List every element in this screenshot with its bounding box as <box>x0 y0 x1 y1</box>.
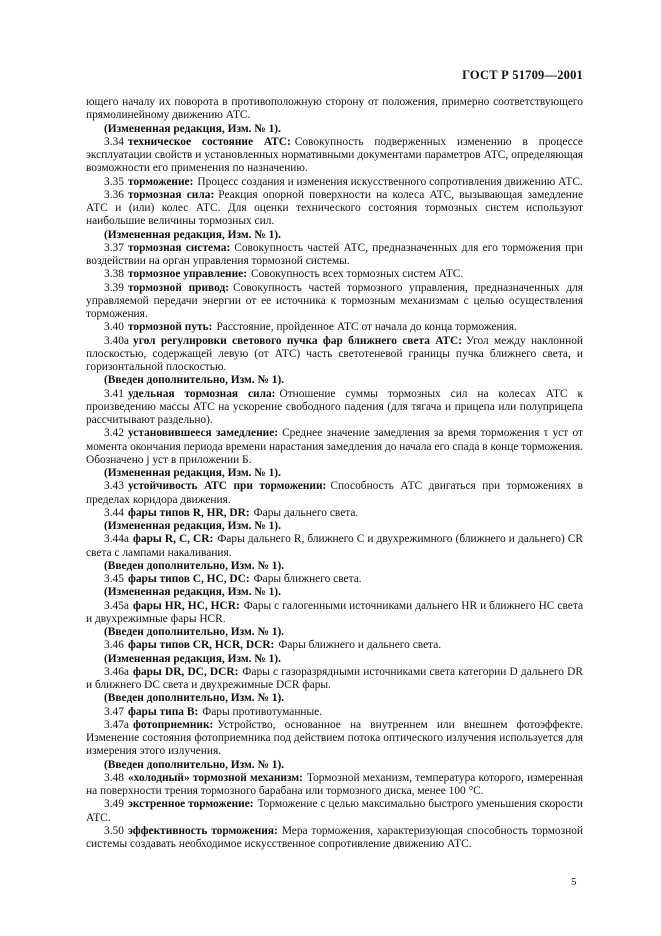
clause-number: 3.49 <box>104 798 124 811</box>
definition-paragraph <box>86 321 583 334</box>
amendment-note <box>86 520 583 533</box>
clause-number: 3.35 <box>104 175 124 188</box>
term: фары типа B: <box>127 705 199 718</box>
term: тормозной привод: <box>127 281 230 294</box>
clause-number: 3.46а <box>104 665 129 678</box>
definition-paragraph <box>86 480 583 507</box>
definition-text: Отношение суммы тормозных сил на колесах АТС к произведению массы АТС на ускорение свободного падения (для тягача и прицепа или полуприцепа рассчитывают раздельно). <box>86 387 583 426</box>
definition-paragraph <box>86 282 583 322</box>
definition-paragraph <box>86 600 583 627</box>
definition-text: Способность АТС двигаться при торможениях в пределах коридора движения. <box>86 480 583 506</box>
clause-number: 3.47 <box>104 705 124 718</box>
term: фары типов CR, HCR, DCR: <box>127 639 275 652</box>
definition-text: Фары дальнего света. <box>253 506 359 519</box>
amendment-note <box>86 653 583 666</box>
amendment-note <box>86 586 583 599</box>
term: «холодный» тормозной механизм: <box>127 771 303 784</box>
definition-paragraph <box>86 507 583 520</box>
note-text: (Измененная редакция, Изм. № 1). <box>104 467 281 479</box>
clause-number: 3.50 <box>104 824 124 837</box>
definition-text: Среднее значение замедления за время торможения τ уст от момента окончания периода времени нарастания замедления до начала его спада в конце торможения. Обозначено j уст в приложении Б. <box>86 427 583 466</box>
note-text: (Введен дополнительно, Изм. № 1). <box>104 692 285 705</box>
definition-paragraph <box>86 573 583 586</box>
term: фары R, C, CR: <box>133 533 214 546</box>
amendment-note <box>86 759 583 772</box>
definition-paragraph <box>86 388 583 428</box>
clause-number: 3.45 <box>104 573 124 585</box>
clause-number: 3.40а <box>104 334 129 347</box>
definition-paragraph <box>86 666 583 693</box>
definition-text: Расстояние, пройденное АТС от начала до конца торможения. <box>216 321 517 334</box>
term: торможение: <box>127 175 194 188</box>
note-text: (Измененная редакция, Изм. № 1). <box>104 122 281 135</box>
definition-paragraph <box>86 176 583 189</box>
clause-number: 3.44а <box>104 533 129 546</box>
term: экстренное торможение: <box>127 798 254 811</box>
amendment-note <box>86 626 583 639</box>
definition-paragraph <box>86 242 583 269</box>
clause-number: 3.44 <box>104 506 124 519</box>
note-text: (Измененная редакция, Изм. № 1). <box>104 228 281 241</box>
amendment-note <box>86 123 583 136</box>
definition-text: Фары с галогенными источниками дальнего HR и ближнего HC света и двухрежимные фары HCR. <box>86 599 583 625</box>
term: фары типов C, HC, DC: <box>127 573 250 585</box>
amendment-note <box>86 467 583 480</box>
definition-paragraph <box>86 427 583 467</box>
term: фары типов R, HR, DR: <box>127 506 250 519</box>
definition-text: Мера торможения, характеризующая способность тормозной системы создавать необходимое искусственное сопротивление движению АТС. <box>86 824 583 850</box>
definition-paragraph <box>86 825 583 852</box>
definition-paragraph <box>86 533 583 560</box>
clause-number: 3.34 <box>104 135 124 148</box>
definition-text: Совокупность всех тормозных систем АТС. <box>251 268 464 281</box>
definition-paragraph <box>86 719 583 759</box>
term: угол регулировки светового пучка фар ближнего света АТС: <box>133 334 463 347</box>
note-text: (Введен дополнительно, Изм. № 1). <box>104 626 285 638</box>
term: техническое состояние АТС: <box>127 135 291 148</box>
document-header: ГОСТ Р 51709—2001 <box>462 68 583 82</box>
clause-number: 3.43 <box>104 480 124 493</box>
clause-number: 3.42 <box>104 427 124 440</box>
definition-paragraph <box>86 798 583 825</box>
definition-text: Угол между наклонной плоскостью, содержащей левую (от АТС) часть светотеневой границы пучка ближнего света, и горизонтальной плоскостью. <box>86 334 583 373</box>
definition-text: Совокупность частей тормозного управления, предназначенных для управляемой передачи энергии от ее источника к тормозным механизмам с целью осуществления торможения. <box>86 281 583 320</box>
definition-text: Тормозной механизм, температура которого, измеренная на поверхности трения тормозного барабана или тормозного диска, менее 100 °С. <box>86 771 584 797</box>
clause-number: 3.48 <box>104 771 124 784</box>
note-text: (Измененная редакция, Изм. № 1). <box>104 520 281 532</box>
definition-text: Реакция опорной поверхности на колеса АТС, вызывающая замедление АТС и (или) колес АТС. Для оценки технического состояния тормозных систем используют наибольшие величины тормозных сил. <box>86 188 584 228</box>
amendment-note <box>86 560 583 573</box>
clause-number: 3.40 <box>104 321 124 334</box>
note-text: (Измененная редакция, Изм. № 1). <box>104 586 281 599</box>
clause-number: 3.39 <box>104 281 124 294</box>
term: тормозная система: <box>127 241 231 254</box>
page-number: 5 <box>571 876 577 888</box>
definition-paragraph <box>86 772 583 799</box>
definition-text: Фары ближнего и дальнего света. <box>278 639 442 652</box>
definition-paragraph <box>86 189 583 229</box>
definition-text: Совокупность частей АТС, предназначенных для его торможения при воздействии на орган управления тормозной системы. <box>86 241 583 267</box>
clause-number: 3.38 <box>104 268 124 281</box>
clause-number: 3.37 <box>104 241 124 254</box>
definition-text: Фары ближнего света. <box>253 573 362 585</box>
amendment-note <box>86 229 583 242</box>
clause-number: 3.45а <box>104 599 129 612</box>
term: фары DR, DC, DCR: <box>133 665 239 678</box>
definition-paragraph <box>86 706 583 719</box>
definition-paragraph <box>86 136 583 176</box>
definition-text: ющего началу их поворота в противоположную сторону от положения, примерно соответствующего прямолинейному движению АТС. <box>86 96 583 122</box>
definition-text: Совокупность подверженных изменению в процессе эксплуатации свойств и установленных нормативными документами параметров АТС, определяющая возможности его применения по назначению. <box>86 135 583 175</box>
term: тормозное управление: <box>127 268 247 281</box>
term: тормозной путь: <box>127 321 213 334</box>
document-body <box>86 96 583 851</box>
amendment-note <box>86 374 583 387</box>
definition-paragraph <box>86 268 583 281</box>
term: установившееся замедление: <box>127 427 279 440</box>
term: тормозная сила: <box>127 188 215 201</box>
term: устойчивость АТС при торможении: <box>127 480 327 493</box>
note-text: (Введен дополнительно, Изм. № 1). <box>104 758 285 771</box>
definition-text: Процесс создания и изменения искусственного сопротивления движению АТС. <box>197 175 583 188</box>
clause-number: 3.41 <box>104 387 124 400</box>
definition-text: Устройство, основанное на внутреннем или внешнем фотоэффекте. Изменение состояния фотоприемника под действием потока оптического излучения используется для измерения этого излучения. <box>86 718 583 758</box>
note-text: (Введен дополнительно, Изм. № 1). <box>104 374 285 387</box>
definition-paragraph <box>86 639 583 652</box>
clause-number: 3.46 <box>104 639 124 652</box>
amendment-note <box>86 692 583 705</box>
clause-number: 3.36 <box>104 188 124 201</box>
term: эффективность торможения: <box>127 824 278 837</box>
definition-text: Фары с газоразрядными источниками света категории D дальнего DR и ближнего DC света и двухрежимные DCR фары. <box>86 665 583 691</box>
definition-text: Торможение с целью максимально быстрого уменьшения скорости АТС. <box>86 798 583 824</box>
term: удельная тормозная сила: <box>127 387 276 400</box>
note-text: (Введен дополнительно, Изм. № 1). <box>104 559 285 572</box>
definition-text: Фары дальнего R, ближнего C и двухрежимного (ближнего и дальнего) CR света с лампами накаливания. <box>86 533 583 559</box>
note-text: (Измененная редакция, Изм. № 1). <box>104 652 281 665</box>
definition-paragraph <box>86 96 583 123</box>
clause-number: 3.47а <box>104 718 129 731</box>
term: фары HR, HC, HCR: <box>133 599 240 612</box>
definition-text: Фары противотуманные. <box>202 705 323 718</box>
term: фотоприемник: <box>133 718 214 731</box>
definition-paragraph <box>86 335 583 375</box>
